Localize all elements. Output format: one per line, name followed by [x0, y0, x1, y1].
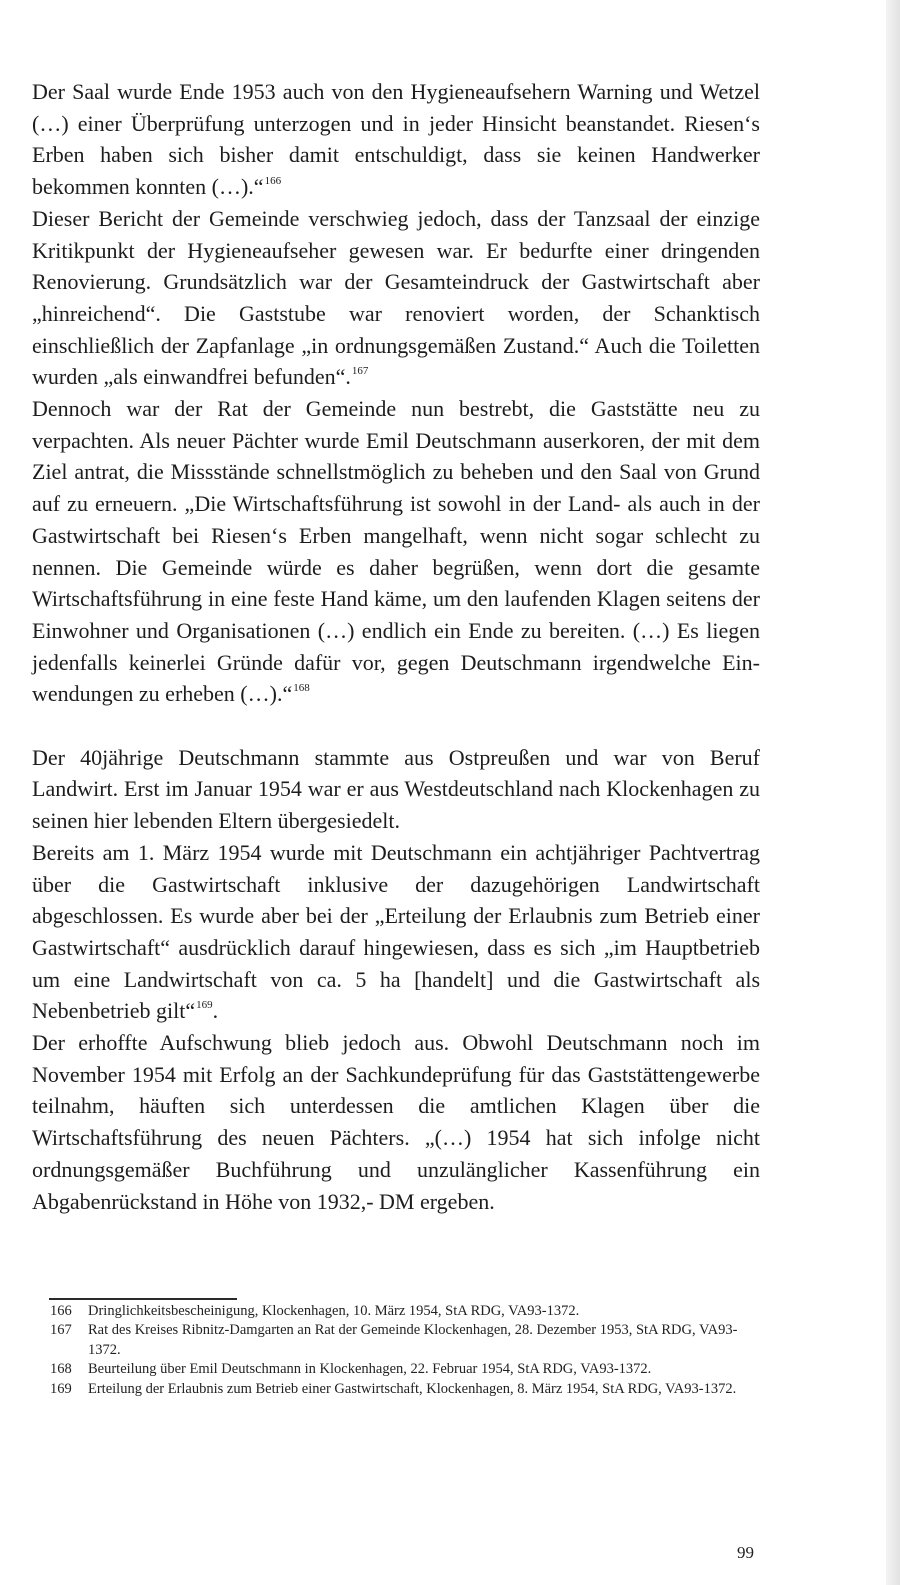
page-number: 99: [737, 1543, 754, 1562]
footnote-number: 167: [50, 1322, 72, 1339]
paragraph-text: Dieser Bericht der Gemeinde verschwieg jedoch, dass der Tanzsaal der einzige Kritikpunkt der Hygieneaufseher gewesen war. Er bedurfte einer dringenden Renovierung. Grundsätzlich war der Gesamteindruck der Gastwirtschaft aber „hinreichend“. Die Gaststube war renoviert worden, der Schanktisch einschließlich der Zapfanlage „in ordnungsgemäßen Zustand.“ Auch die Toiletten wurden „als einwandfrei befunden“.: [32, 205, 760, 390]
footnote-text: Erteilung der Erlaubnis zum Betrieb einer Gastwirtschaft, Klockenhagen, 8. März 1954, StA RDG, VA93-1372.: [88, 1380, 737, 1397]
footnote-text: Dringlichkeitsbescheinigung, Klockenhagen, 10. März 1954, StA RDG, VA93-1372.: [88, 1303, 580, 1319]
footnote: [50, 1380, 750, 1399]
paragraph-tail: .: [212, 998, 219, 1024]
paragraph: [32, 1027, 760, 1217]
footnote-text: Rat des Kreises Ribnitz-Damgarten an Rat der Gemeinde Klockenhagen, 28. Dezember 1953, StA RDG, VA93-1372.: [88, 1322, 738, 1358]
footnote-ref: 168: [293, 682, 310, 695]
footnote-ref: 167: [351, 365, 369, 377]
footnote-ref: 169: [196, 999, 213, 1012]
paragraph-text: Der 40jährige Deutschmann stammte aus Ostpreußen und war von Beruf Landwirt. Erst im Januar 1954 war er aus Westdeutschland nach Klockenhagen zu seinen hier lebenden Eltern übergesiedelt.: [32, 744, 760, 834]
paragraph: [32, 76, 760, 203]
paragraph: [32, 837, 760, 1027]
footnote-ref: 166: [264, 174, 282, 187]
page-edge-shadow: [886, 0, 900, 1585]
footnotes: [50, 1302, 750, 1399]
paragraph-text: Bereits am 1. März 1954 wurde mit Deutschmann ein achtjähriger Pachtvertrag über die Gastwirtschaft inklusive der dazugehörigen Landwirtschaft abgeschlossen. Es wurde aber bei der „Erteilung der Erlaubnis zum Betrieb einer Gastwirtschaft“ ausdrücklich darauf hingewiesen, dass es sich „im Hauptbetrieb um eine Landwirtschaft von ca. 5 ha [handelt] und die Gastwirtschaft als Nebenbetrieb gilt“: [32, 839, 760, 1024]
footnote-separator: [49, 1298, 237, 1300]
paragraph-text: Der Saal wurde Ende 1953 auch von den Hygieneaufsehern Warning und Wetzel (…) einer Überprüfung unterzogen und in jeder Hinsicht beanstandet. Riesen‘s Erben haben sich bisher damit entschuldigt, dass sie keinen Handwerker bekommen konnten (…).“: [32, 79, 760, 200]
footnote: [50, 1302, 750, 1321]
paragraph-text: Der erhoffte Aufschwung blieb jedoch aus. Obwohl Deutschmann noch im November 1954 mit Erfolg an der Sachkundeprüfung für das Gaststättengewerbe teilnahm, häuften sich unterdessen die amtlichen Klagen über die Wirtschaftsführung des neuen Pächters. „(…) 1954 hat sich infolge nicht ordnungsgemäßer Buchführung und unzulänglicher Kassenführung ein Abgabenrückstand in Höhe von 1932,- DM ergeben.: [32, 1030, 760, 1214]
footnote-text: Beurteilung über Emil Deutschmann in Klockenhagen, 22. Februar 1954, StA RDG, VA93-1372.: [88, 1361, 652, 1378]
footnote: [50, 1360, 750, 1379]
paragraph-text: Dennoch war der Rat der Gemeinde nun bestrebt, die Gaststätte neu zu verpachten. Als neuer Pächter wurde Emil Deutschmann auserkoren, der mit dem Ziel antrat, die Missstände schnellstmöglich zu beheben und den Saal von Grund auf zu erneuern. „Die Wirtschaftsführung ist sowohl in der Land- als auch in der Gastwirtschaft bei Riesen‘s Erben mangelhaft, wenn nicht sogar schlecht zu nennen. Die Gemeinde würde es daher begrüßen, wenn dort die gesamte Wirtschaftsführung in eine feste Hand käme, um den laufenden Klagen seitens der Einwohner und Organisationen (…) endlich ein Ende zu bereiten. (…) Es liegen jedenfalls keinerlei Gründe dafür vor, gegen Deutschmann irgendwelche Einwendungen zu erheben (…).“: [32, 396, 760, 707]
paragraph: [32, 203, 760, 393]
footnote: [50, 1321, 750, 1360]
footnote-number: 168: [50, 1361, 72, 1378]
paragraph: [32, 393, 760, 710]
main-text: [32, 76, 760, 1217]
paragraph: [32, 742, 760, 837]
footnote-number: 166: [50, 1303, 72, 1319]
footnote-number: 169: [50, 1380, 72, 1397]
